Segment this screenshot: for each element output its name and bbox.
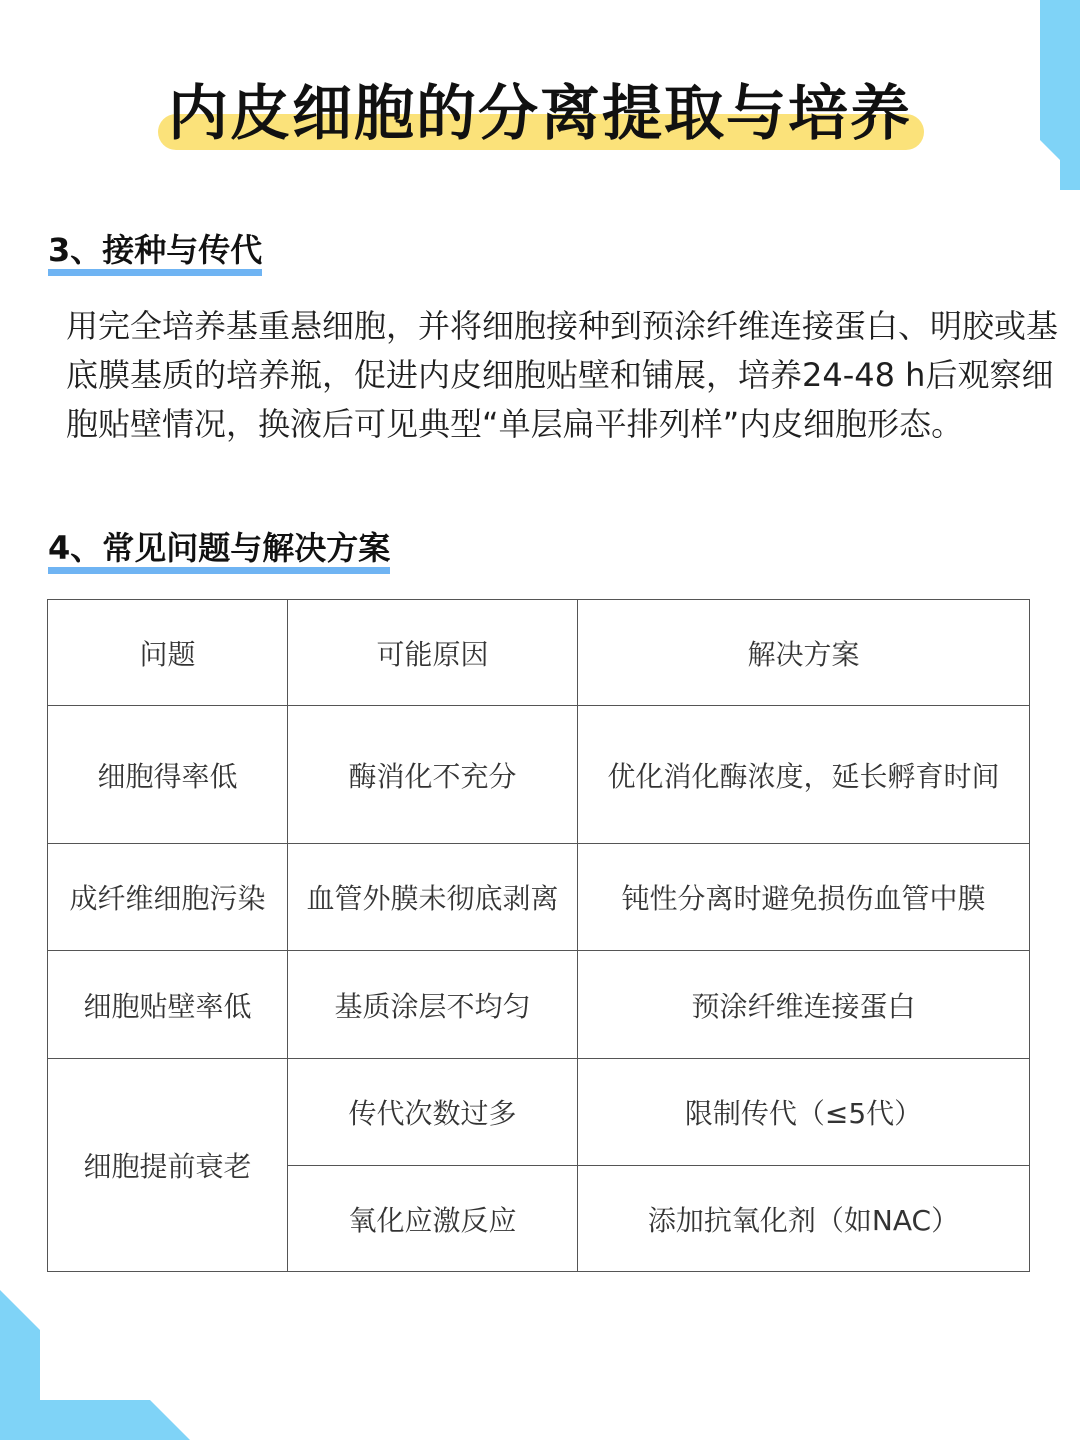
cell-solution: 钝性分离时避免损伤血管中膜 [578,844,1030,951]
cell-cause: 传代次数过多 [288,1059,578,1166]
cell-problem: 细胞得率低 [48,706,288,844]
cell-cause: 基质涂层不均匀 [288,951,578,1059]
cell-cause: 酶消化不充分 [288,706,578,844]
section-heading-3 [48,230,262,270]
problems-table [47,599,1030,1272]
section-heading-3-text: 3、接种与传代 [48,231,263,269]
page-title: 内皮细胞的分离提取与培养 [168,79,912,149]
table-header-row [48,600,1030,706]
cell-solution: 限制传代（≤5代） [578,1059,1030,1166]
cell-problem: 成纤维细胞污染 [48,844,288,951]
table-row [48,1059,1030,1166]
table-row [48,844,1030,951]
header-cause: 可能原因 [288,600,578,706]
cell-cause: 氧化应激反应 [288,1166,578,1272]
section-3-paragraph: 用完全培养基重悬细胞，并将细胞接种到预涂纤维连接蛋白、明胶或基底膜基质的培养瓶，促进内皮细胞贴壁和铺展，培养24-48 h后观察细胞贴壁情况，换液后可见典型“单层扁平排列样”内皮细胞形态。 [66,307,1059,443]
section-heading-4 [48,528,390,568]
heading-underline [48,567,390,574]
table-row [48,706,1030,844]
header-solution: 解决方案 [578,600,1030,706]
cell-solution: 预涂纤维连接蛋白 [578,951,1030,1059]
cell-cause: 血管外膜未彻底剥离 [288,844,578,951]
cell-problem: 细胞提前衰老 [48,1059,288,1272]
table-row [48,951,1030,1059]
header-problem: 问题 [48,600,288,706]
section-heading-4-text: 4、常见问题与解决方案 [48,529,391,567]
heading-underline [48,269,262,276]
cell-solution: 添加抗氧化剂（如NAC） [578,1166,1030,1272]
title-block [0,72,1080,162]
cell-solution: 优化消化酶浓度，延长孵育时间 [578,706,1030,844]
cell-problem: 细胞贴壁率低 [48,951,288,1059]
